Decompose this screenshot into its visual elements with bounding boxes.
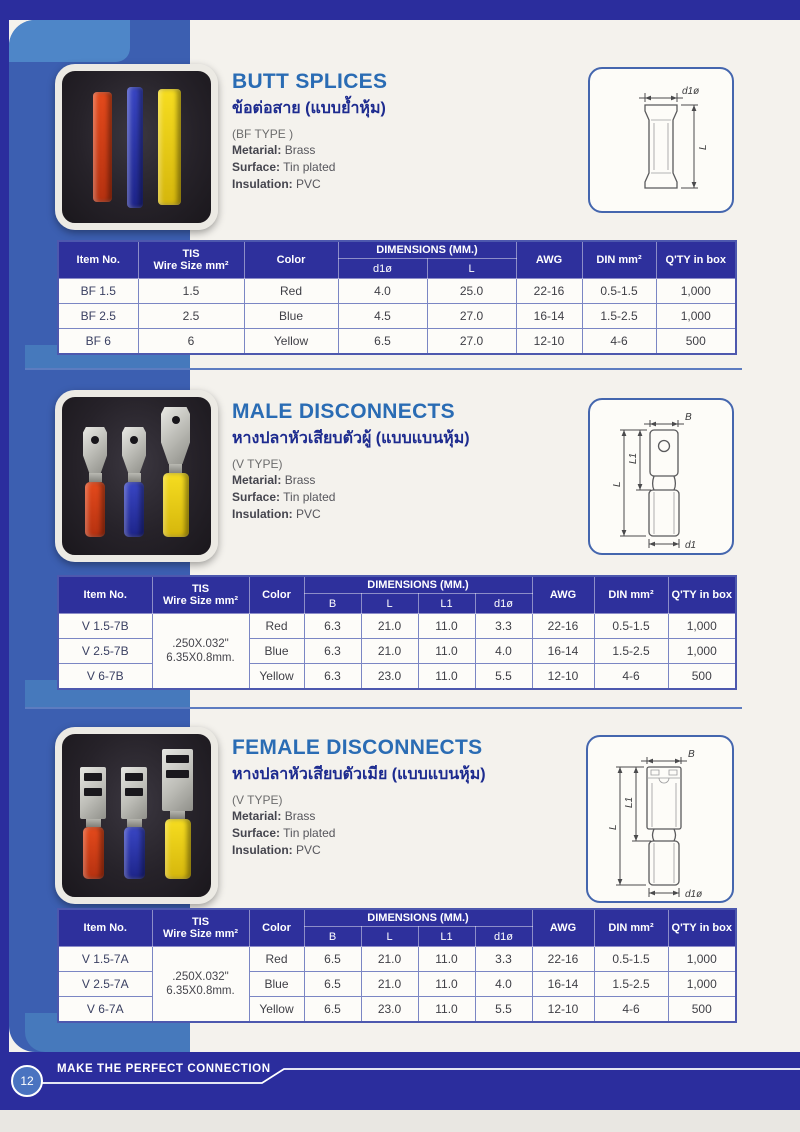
col-tis-line1: TIS bbox=[191, 583, 210, 595]
spec-value: PVC bbox=[296, 843, 321, 857]
dim-label-B: B bbox=[685, 412, 692, 423]
cell-B: 6.5 bbox=[304, 972, 361, 997]
spec-value: PVC bbox=[296, 507, 321, 521]
cell-qty: 1,000 bbox=[668, 972, 736, 997]
table-row bbox=[58, 614, 736, 639]
section-type-label: (V TYPE) bbox=[232, 457, 283, 471]
cell-d1: 4.0 bbox=[475, 972, 532, 997]
sleeve-blue bbox=[124, 482, 144, 537]
sleeve-blue bbox=[124, 827, 145, 879]
table-row bbox=[58, 279, 736, 304]
spec-value: Brass bbox=[284, 143, 316, 157]
spec-label: Insulation: bbox=[232, 507, 293, 521]
male-disconnect-blue bbox=[122, 427, 146, 537]
metal-tab bbox=[161, 407, 190, 464]
cell-din: 1.5-2.5 bbox=[594, 639, 668, 664]
col-din: DIN mm² bbox=[582, 241, 656, 279]
spec-label: Insulation: bbox=[232, 177, 293, 191]
spec-label: Insulation: bbox=[232, 843, 293, 857]
col-qty: Q'TY in box bbox=[668, 909, 736, 947]
sleeve-yellow bbox=[163, 473, 189, 537]
butt-splice-connectors bbox=[62, 71, 211, 223]
cell-awg: 16-14 bbox=[532, 972, 594, 997]
cell-color: Blue bbox=[249, 972, 304, 997]
spec-value: Tin plated bbox=[283, 826, 336, 840]
spec-value: Brass bbox=[284, 809, 316, 823]
col-tis-line1: TIS bbox=[191, 916, 210, 928]
metal-tab bbox=[122, 427, 146, 473]
cell-qty: 1,000 bbox=[656, 304, 736, 329]
metal-receptacle bbox=[121, 767, 147, 819]
section-divider-2 bbox=[25, 707, 742, 709]
female-disconnect-blue bbox=[121, 767, 147, 879]
spec-label: Metarial: bbox=[232, 809, 282, 823]
table-row bbox=[58, 329, 736, 355]
cell-d1: 5.5 bbox=[475, 664, 532, 690]
section-subtitle-thai: หางปลาหัวเสียบตัวเมีย (แบบแบนหุ้ม) bbox=[232, 766, 486, 783]
cell-awg: 12-10 bbox=[516, 329, 582, 355]
cell-qty: 1,000 bbox=[668, 947, 736, 972]
spec-value: PVC bbox=[296, 177, 321, 191]
col-color: Color bbox=[249, 909, 304, 947]
col-color: Color bbox=[249, 576, 304, 614]
butt-splices-title-block bbox=[232, 70, 572, 193]
page-number-badge bbox=[11, 1065, 43, 1097]
col-din: DIN mm² bbox=[594, 576, 668, 614]
cell-B: 6.3 bbox=[304, 639, 361, 664]
cell-item: V 1.5-7A bbox=[58, 947, 152, 972]
col-awg: AWG bbox=[532, 576, 594, 614]
wire-size-line2: 6.35X0.8mm. bbox=[166, 652, 235, 664]
cell-din: 1.5-2.5 bbox=[582, 304, 656, 329]
cell-item: V 6-7A bbox=[58, 997, 152, 1023]
cell-din: 0.5-1.5 bbox=[582, 279, 656, 304]
cell-L: 21.0 bbox=[361, 639, 418, 664]
col-dim-B: B bbox=[304, 594, 361, 614]
female-disconnects-table bbox=[57, 908, 737, 1023]
male-disconnect-diagram bbox=[588, 398, 734, 555]
cell-item: V 1.5-7B bbox=[58, 614, 152, 639]
cell-L1: 11.0 bbox=[418, 639, 475, 664]
cell-d1: 4.0 bbox=[338, 279, 427, 304]
cell-d1: 3.3 bbox=[475, 614, 532, 639]
section-title: FEMALE DISCONNECTS bbox=[232, 736, 483, 759]
section-type-label: (V TYPE) bbox=[232, 793, 283, 807]
cell-d1: 5.5 bbox=[475, 997, 532, 1023]
table-row bbox=[58, 304, 736, 329]
col-qty: Q'TY in box bbox=[668, 576, 736, 614]
cell-color: Red bbox=[249, 614, 304, 639]
cell-L1: 11.0 bbox=[418, 664, 475, 690]
cell-color: Yellow bbox=[244, 329, 338, 355]
butt-splice-blue bbox=[127, 87, 143, 208]
col-din: DIN mm² bbox=[594, 909, 668, 947]
cell-L: 21.0 bbox=[361, 947, 418, 972]
col-dimensions: DIMENSIONS (MM.) bbox=[338, 241, 516, 259]
male-disconnect-red bbox=[83, 427, 107, 537]
cell-L1: 11.0 bbox=[418, 614, 475, 639]
cell-d1: 4.0 bbox=[475, 639, 532, 664]
section-title: BUTT SPLICES bbox=[232, 70, 388, 93]
cell-tis: 1.5 bbox=[138, 279, 244, 304]
cell-color: Yellow bbox=[249, 997, 304, 1023]
cell-B: 6.3 bbox=[304, 614, 361, 639]
cell-L1: 11.0 bbox=[418, 947, 475, 972]
cell-item: V 2.5-7A bbox=[58, 972, 152, 997]
spec-insulation bbox=[232, 842, 572, 859]
spec-label: Surface: bbox=[232, 490, 281, 504]
butt-splices-table bbox=[57, 240, 737, 355]
section-divider-1 bbox=[25, 368, 742, 370]
col-qty: Q'TY in box bbox=[656, 241, 736, 279]
col-awg: AWG bbox=[516, 241, 582, 279]
metal-neck bbox=[89, 473, 102, 482]
cell-L: 27.0 bbox=[427, 304, 516, 329]
col-awg: AWG bbox=[532, 909, 594, 947]
cell-din: 4-6 bbox=[594, 664, 668, 690]
spec-label: Surface: bbox=[232, 826, 281, 840]
section-subtitle-thai: ข้อต่อสาย (แบบย้ำหุ้ม) bbox=[232, 100, 386, 117]
female-disconnect-diagram bbox=[586, 735, 734, 903]
table-row bbox=[58, 947, 736, 972]
metal-tab bbox=[83, 427, 107, 473]
top-left-accent-tab bbox=[9, 20, 130, 62]
cell-tis: 2.5 bbox=[138, 304, 244, 329]
cell-qty: 1,000 bbox=[668, 639, 736, 664]
cell-item: V 6-7B bbox=[58, 664, 152, 690]
metal-neck bbox=[86, 819, 101, 827]
footer-band bbox=[0, 1052, 800, 1110]
spec-label: Surface: bbox=[232, 160, 281, 174]
sleeve-yellow bbox=[165, 819, 191, 879]
dim-label-L1: L1 bbox=[628, 452, 639, 464]
cell-item: V 2.5-7B bbox=[58, 639, 152, 664]
section-title: MALE DISCONNECTS bbox=[232, 400, 455, 423]
metal-receptacle bbox=[162, 749, 193, 811]
footer-rule-line bbox=[0, 1052, 800, 1110]
col-tis-line2: Wire Size mm² bbox=[153, 260, 229, 272]
cell-B: 6.3 bbox=[304, 664, 361, 690]
col-tis bbox=[152, 909, 249, 947]
metal-neck bbox=[128, 473, 141, 482]
page-number: 12 bbox=[20, 1074, 34, 1088]
dim-label-B: B bbox=[688, 749, 695, 760]
dim-label-d1: d1 bbox=[685, 540, 697, 551]
col-tis bbox=[152, 576, 249, 614]
cell-wire-size bbox=[152, 614, 249, 690]
wire-size-line1: .250X.032" bbox=[172, 638, 229, 650]
cell-din: 1.5-2.5 bbox=[594, 972, 668, 997]
cell-B: 6.5 bbox=[304, 997, 361, 1023]
col-dim-L: L bbox=[361, 594, 418, 614]
female-disconnect-red bbox=[80, 767, 106, 879]
butt-splice-yellow bbox=[158, 89, 181, 205]
metal-receptacle bbox=[80, 767, 106, 819]
cell-color: Red bbox=[244, 279, 338, 304]
wire-size-line1: .250X.032" bbox=[172, 971, 229, 983]
female-disconnects-title-block bbox=[232, 736, 572, 859]
dim-label-L1: L1 bbox=[624, 796, 635, 808]
cell-color: Blue bbox=[249, 639, 304, 664]
spec-value: Tin plated bbox=[283, 490, 336, 504]
cell-awg: 22-16 bbox=[516, 279, 582, 304]
spec-insulation bbox=[232, 176, 572, 193]
dim-label-d1: d1ø bbox=[685, 889, 703, 900]
metal-neck bbox=[169, 464, 182, 473]
cell-item: BF 2.5 bbox=[58, 304, 138, 329]
cell-qty: 500 bbox=[668, 664, 736, 690]
spec-material bbox=[232, 808, 572, 825]
col-tis-line2: Wire Size mm² bbox=[162, 595, 239, 607]
cell-item: BF 1.5 bbox=[58, 279, 138, 304]
cell-awg: 22-16 bbox=[532, 614, 594, 639]
col-dim-L: L bbox=[427, 259, 516, 279]
cell-qty: 1,000 bbox=[656, 279, 736, 304]
butt-splices-photo bbox=[55, 64, 218, 230]
female-disconnect-connectors bbox=[62, 734, 211, 897]
female-disconnect-yellow bbox=[162, 749, 193, 879]
left-edge-strip bbox=[0, 0, 9, 1110]
col-color: Color bbox=[244, 241, 338, 279]
butt-splice-diagram bbox=[588, 67, 734, 213]
sleeve-red bbox=[83, 827, 104, 879]
spec-surface bbox=[232, 825, 572, 842]
spec-value: Brass bbox=[284, 473, 316, 487]
top-band bbox=[0, 0, 800, 20]
bottom-margin-strip bbox=[0, 1110, 800, 1132]
cell-wire-size bbox=[152, 947, 249, 1023]
cell-L: 23.0 bbox=[361, 997, 418, 1023]
col-dim-d1: d1ø bbox=[338, 259, 427, 279]
cell-L: 27.0 bbox=[427, 329, 516, 355]
cell-L: 21.0 bbox=[361, 972, 418, 997]
spec-material bbox=[232, 472, 572, 489]
male-disconnects-photo bbox=[55, 390, 218, 562]
cell-tis: 6 bbox=[138, 329, 244, 355]
cell-L: 23.0 bbox=[361, 664, 418, 690]
col-dim-d1: d1ø bbox=[475, 594, 532, 614]
spec-surface bbox=[232, 489, 572, 506]
spec-insulation bbox=[232, 506, 572, 523]
spec-material bbox=[232, 142, 572, 159]
cell-din: 4-6 bbox=[594, 997, 668, 1023]
footer-tagline: MAKE THE PERFECT CONNECTION bbox=[57, 1063, 271, 1075]
col-dim-L1: L1 bbox=[418, 594, 475, 614]
col-dim-B: B bbox=[304, 927, 361, 947]
cell-d1: 4.5 bbox=[338, 304, 427, 329]
spec-value: Tin plated bbox=[283, 160, 336, 174]
col-dim-d1: d1ø bbox=[475, 927, 532, 947]
cell-qty: 500 bbox=[668, 997, 736, 1023]
col-dimensions: DIMENSIONS (MM.) bbox=[304, 909, 532, 927]
cell-L: 21.0 bbox=[361, 614, 418, 639]
col-item: Item No. bbox=[58, 241, 138, 279]
col-dim-L1: L1 bbox=[418, 927, 475, 947]
col-item: Item No. bbox=[58, 576, 152, 614]
male-disconnect-connectors bbox=[62, 397, 211, 555]
cell-color: Red bbox=[249, 947, 304, 972]
cell-L: 25.0 bbox=[427, 279, 516, 304]
dim-label-L: L bbox=[612, 481, 623, 487]
section-subtitle-thai: หางปลาหัวเสียบตัวผู้ (แบบแบนหุ้ม) bbox=[232, 430, 470, 447]
dim-label-L: L bbox=[698, 144, 709, 150]
cell-awg: 12-10 bbox=[532, 997, 594, 1023]
sleeve-red bbox=[85, 482, 105, 537]
spec-surface bbox=[232, 159, 572, 176]
male-disconnects-title-block bbox=[232, 400, 572, 523]
cell-B: 6.5 bbox=[304, 947, 361, 972]
cell-din: 4-6 bbox=[582, 329, 656, 355]
cell-d1: 6.5 bbox=[338, 329, 427, 355]
cell-awg: 22-16 bbox=[532, 947, 594, 972]
section-type-label: (BF TYPE ) bbox=[232, 127, 294, 141]
cell-L1: 11.0 bbox=[418, 997, 475, 1023]
male-disconnect-yellow bbox=[161, 407, 190, 537]
cell-color: Yellow bbox=[249, 664, 304, 690]
col-dimensions: DIMENSIONS (MM.) bbox=[304, 576, 532, 594]
female-disconnects-photo bbox=[55, 727, 218, 904]
cell-d1: 3.3 bbox=[475, 947, 532, 972]
butt-splice-red bbox=[93, 92, 112, 202]
cell-qty: 500 bbox=[656, 329, 736, 355]
cell-awg: 16-14 bbox=[516, 304, 582, 329]
cell-color: Blue bbox=[244, 304, 338, 329]
male-disconnects-table bbox=[57, 575, 737, 690]
metal-neck bbox=[170, 811, 185, 819]
cell-awg: 12-10 bbox=[532, 664, 594, 690]
cell-item: BF 6 bbox=[58, 329, 138, 355]
cell-L1: 11.0 bbox=[418, 972, 475, 997]
cell-qty: 1,000 bbox=[668, 614, 736, 639]
col-tis-line2: Wire Size mm² bbox=[162, 928, 239, 940]
cell-din: 0.5-1.5 bbox=[594, 947, 668, 972]
metal-neck bbox=[127, 819, 142, 827]
col-item: Item No. bbox=[58, 909, 152, 947]
spec-label: Metarial: bbox=[232, 143, 282, 157]
cell-awg: 16-14 bbox=[532, 639, 594, 664]
col-tis bbox=[138, 241, 244, 279]
spec-label: Metarial: bbox=[232, 473, 282, 487]
cell-din: 0.5-1.5 bbox=[594, 614, 668, 639]
col-dim-L: L bbox=[361, 927, 418, 947]
dim-label-d1: d1ø bbox=[682, 86, 700, 97]
wire-size-line2: 6.35X0.8mm. bbox=[166, 985, 235, 997]
col-tis-line1: TIS bbox=[182, 248, 200, 260]
dim-label-L: L bbox=[608, 824, 619, 830]
